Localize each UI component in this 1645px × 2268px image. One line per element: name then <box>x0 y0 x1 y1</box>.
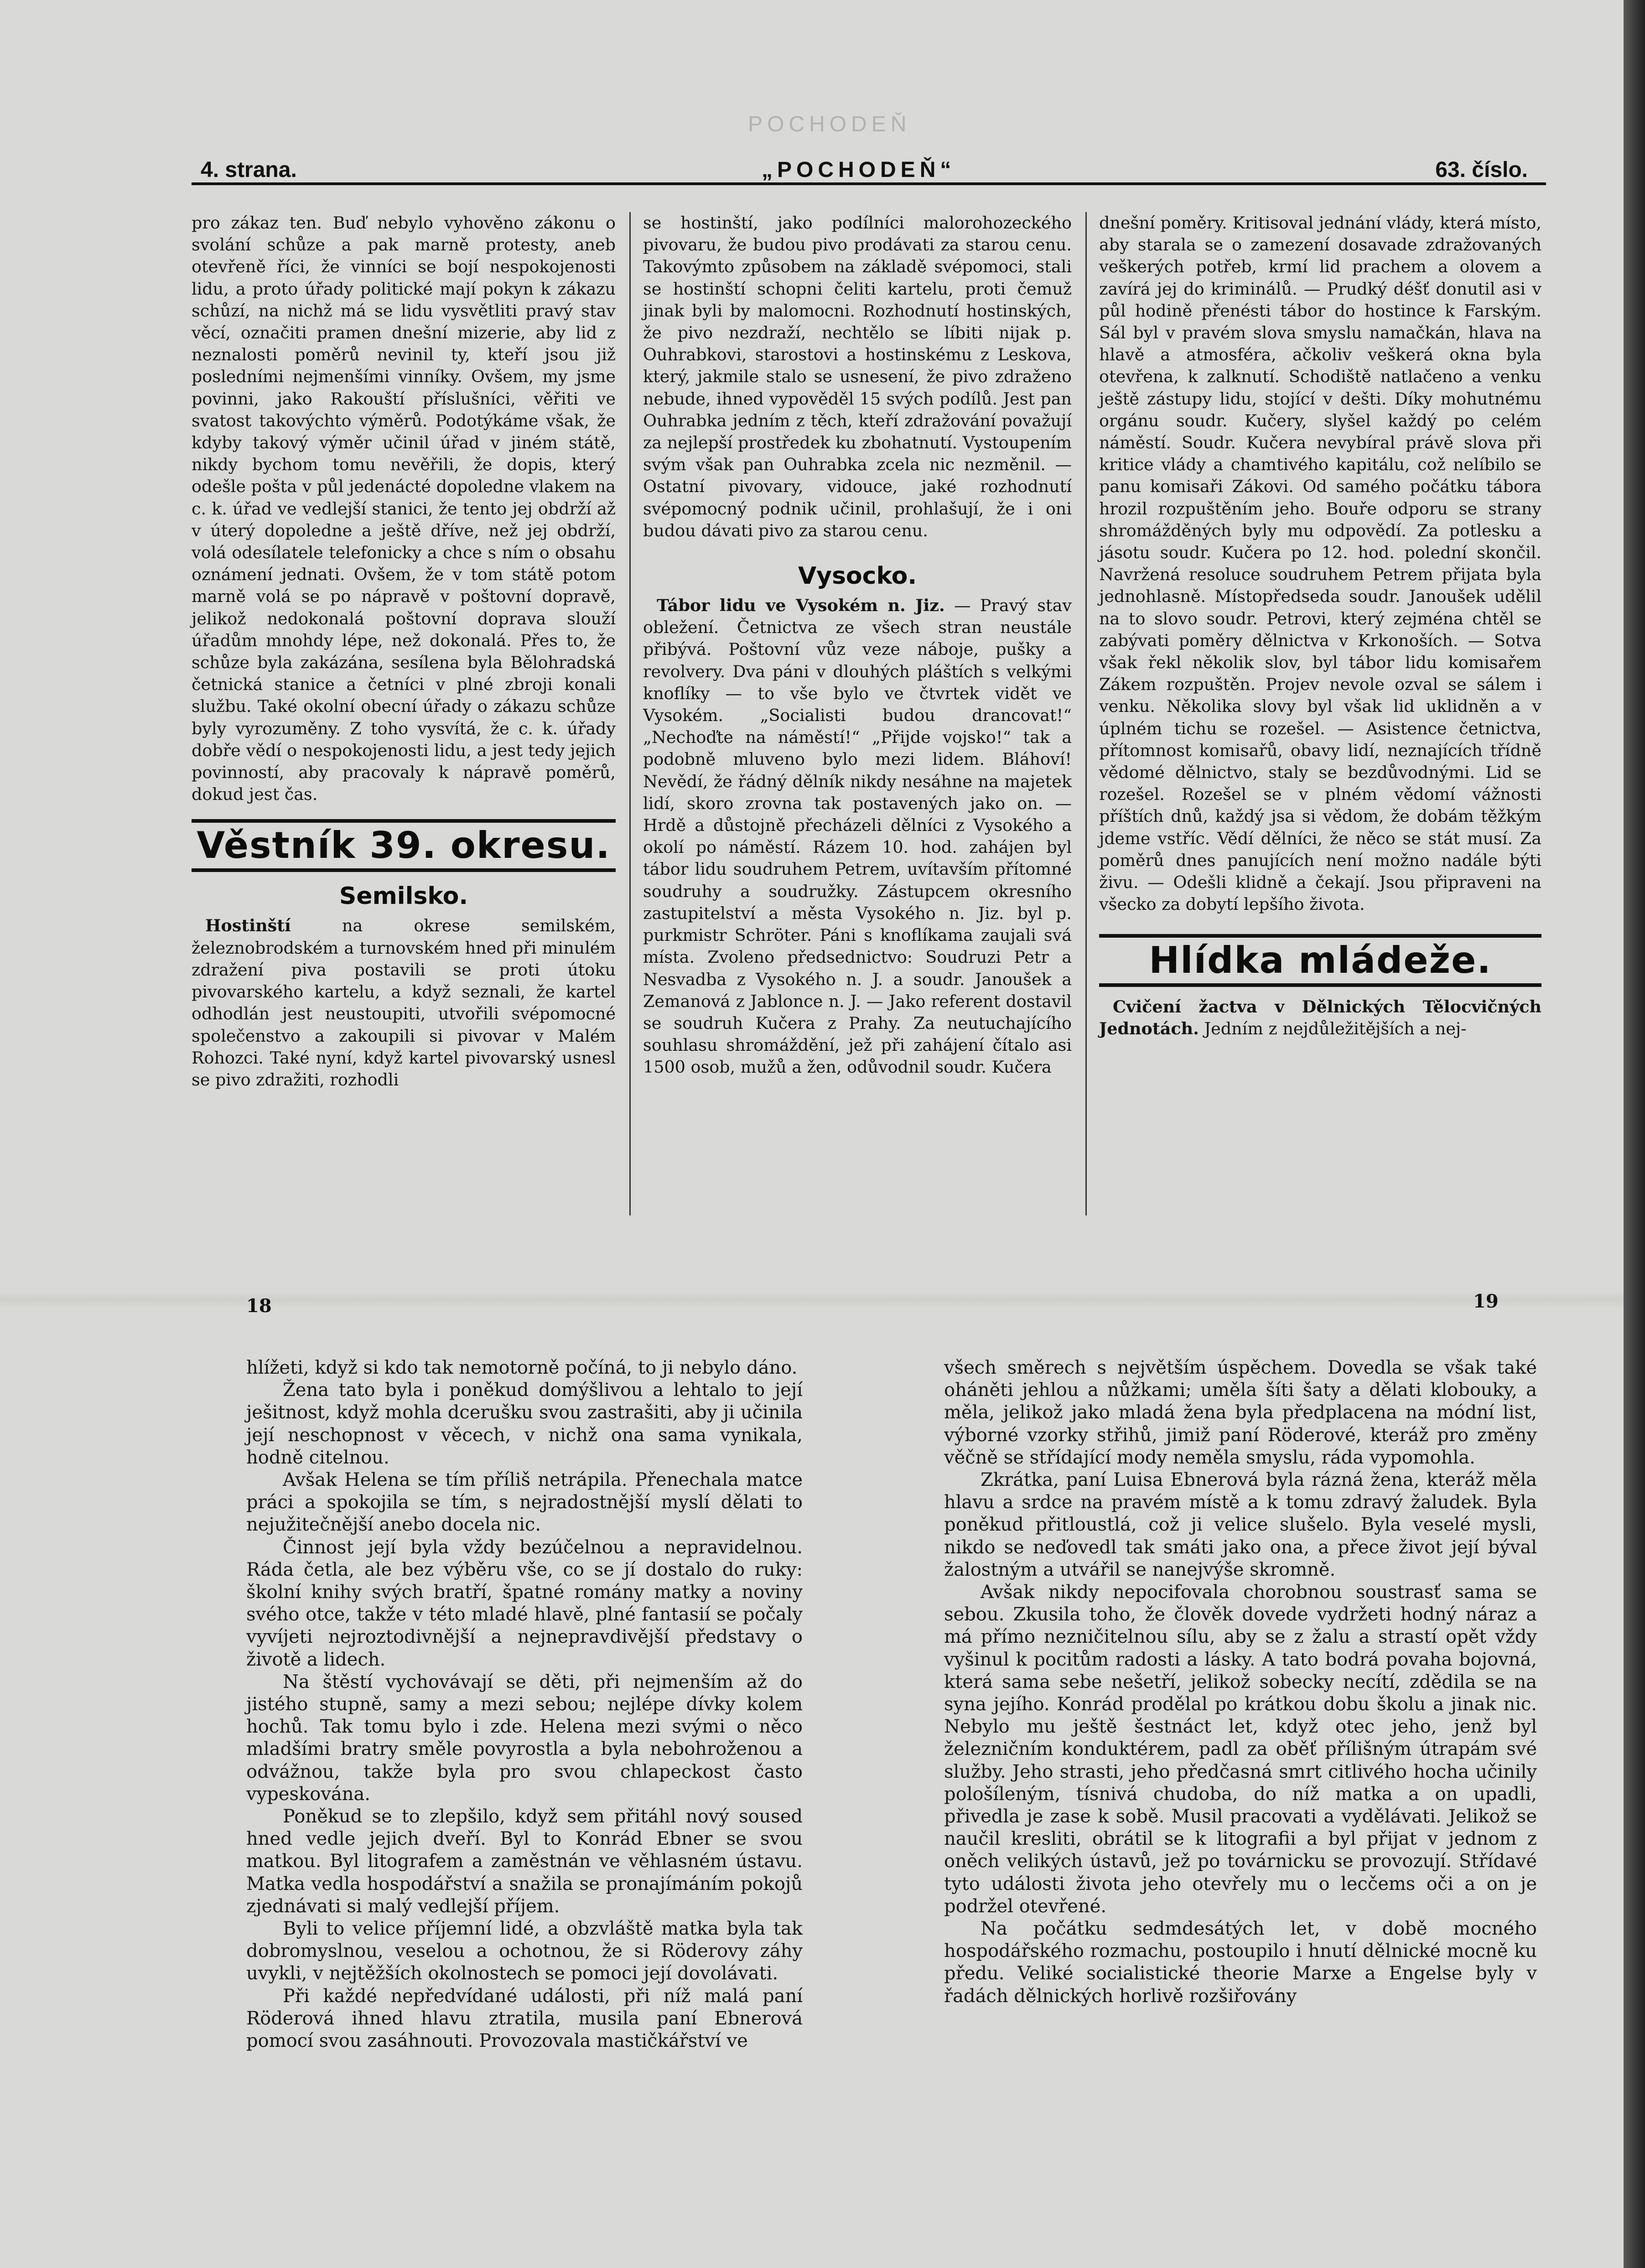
scan-edge <box>1624 0 1645 2268</box>
section-banner: Hlídka mládeže. <box>1149 939 1492 981</box>
column-divider <box>629 212 631 1215</box>
column-3 <box>1099 212 1541 1040</box>
header-page-label: 4. strana. <box>201 158 297 182</box>
banner-rule <box>1099 934 1541 938</box>
article-paragraph <box>643 595 1072 1078</box>
header-rule <box>192 182 1546 185</box>
column-2 <box>643 212 1072 1079</box>
story-paragraph: Na štěstí vychovávají se děti, při nejmenším až do jistého stupně, samy a mezi sebou; nejlépe dívky kolem hochů. Tak tomu bylo i zde. Helena mezi svými o něco mladšími bratry směle povyrostla a byla nebohroženou a odvážnou, takže byla pro svou chlapeckost často vypeskována. <box>246 1671 803 1805</box>
story-paragraph: všech směrech s největším úspěchem. Dovedla se však také oháněti jehlou a nůžkami; uměla šíti šaty a dělati klobouky, a měla, jelikož jako mladá žena byla předplacena na módní list, výborné vzorky střihů, jimiž paní Röderové, kteráž pro změny věčně se střídající mody neměla smyslu, ráda vypomohla. <box>944 1357 1537 1468</box>
article-text: dnešní poměry. Kritisoval jednání vlády, která místo, aby starala se o zamezení dosavade zdražovaných veškerých potřeb, krmí lid prachem a olovem a zavírá jej do kriminálů. — Prudký déšť donutil asi v půl hodině přenésti tábor do hostince k Farským. Sál byl v pravém slova smyslu namačkán, hlava na hlavě a atmosféra, ačkoliv veškerá okna byla otevřena, k zalknutí. Schodiště natlačeno a venku ještě zástupy lidu, stojící v dešti. Díky mohutnému orgánu soudr. Kučery, slyšel každý po celém náměstí. Soudr. Kučera nevybíral právě slova při kritice vlády a chamtivého kapitálu, což nelíbilo se panu komisaři Zákovi. Od samého počátku tábora hrozil rozpuštěním jeho. Bouře odporu se strany shromážděných byly mu odpovědí. Za potlesku a jásotu soudr. Kučera po 12. hod. polední skončil. Navržená resoluce soudruhem Petrem přijata byla jednohlasně. Místopředseda soudr. Janoušek udělil na to slovo soudr. Petrovi, který zejména chtěl se zabývati poměry dělnictva v Krkonoších. — Sotva však řekl několik slov, byl tábor lidu komisařem Zákem rozpuštěn. Projev nevole ozval se sálem i venku. Několika slovy byl však lid uklidněn a v úplném tichu se rozešel. — Asistence četnictva, přítomnost komisařů, obavy lidí, neznajících třídně vědomé dělnictvo, staly se bezdůvodnými. Lid se rozešel. Rozešel se v plném vědomí vážnosti příštích dnů, každý jsa si vědom, že dobám těžkým jdeme vstříc. Vědí dělníci, že něco se stát musí. Za poměrů dnes panujících není možno nadále býti živu. — Odešli klidně a čekají. Jsou připraveni na všecko za dobytí lepšího života. <box>1099 213 1541 914</box>
section-banner: Věstník 39. okresu. <box>197 824 611 867</box>
youth-section <box>1099 934 1541 987</box>
story-paragraph: Na počátku sedmdesátých let, v době mocného hospodářského rozmachu, postoupilo i hnutí dělnické mocně ku předu. Veliké socialistické theorie Marxe a Engelse byly v řadách dělnických horlivě rozšiřovány <box>944 1918 1537 2007</box>
story-paragraph: hlížeti, když si kdo tak nemotorně počíná, to ji nebylo dáno. <box>246 1357 798 1378</box>
story-paragraph: Byli to velice příjemní lidé, a obzvláště matka byla tak dobromyslnou, veselou a ochotnou, že si Röderovy záhy uvykli, v nejtěžších okolnostech se pomoci její dovolávati. <box>246 1918 803 1984</box>
banner-rule <box>1099 983 1541 987</box>
column-divider <box>1085 212 1087 1215</box>
paragraph-lead: Tábor lidu ve Vysokém n. Jiz. <box>657 596 945 616</box>
subheading: Vysocko. <box>798 562 917 590</box>
paragraph-lead: Cvičení žactva v Dělnických Tělocvičných Jednotách. <box>1099 996 1541 1038</box>
story-paragraph: Při každé nepředvídané události, při níž malá paní Röderová ihned hlavu ztratila, musila paní Ebnerová pomocí svou zasáhnouti. Provozovala mastičkářství ve <box>246 1985 803 2052</box>
subheading: Semilsko. <box>339 882 468 910</box>
district-section <box>192 819 616 872</box>
story-right-page <box>944 1357 1537 2008</box>
article-paragraph <box>1099 996 1541 1040</box>
story-paragraph: Zkrátka, paní Luisa Ebnerová byla rázná žena, kteráž měla hlavu a srdce na pravém místě a k tomu zdravý žaludek. Byla poněkud přitloustlá, což ji velice slušelo. Byla veselé mysli, nikdo se neďovedl tak smáti jako ona, a přece život její býval žalostným a utvářil se nanejvýše skromně. <box>944 1469 1537 1580</box>
story-paragraph: Avšak Helena se tím příliš netrápila. Přenechala matce práci a spokojila se tím, s nejradostnější myslí dělati to nejužitečnější anebo docela nic. <box>246 1469 803 1536</box>
page-number-left: 18 <box>246 1295 272 1317</box>
page-header <box>192 153 1546 185</box>
story-paragraph: Avšak nikdy nepocifovala chorobnou soustrasť sama se sebou. Zkusila toho, že člověk dovede vydržeti hodný náraz a má přímo nezničitelnou sílu, aby se z žalu a strastí opět vždy vyšinul k pocitům radosti a lásky. A tato bodrá povaha bojovná, která sama sebe nešetří, jelikož sobecky necítí, zdědila se na syna jejího. Konrád prodělal po krátkou dobu školu a jinak nic. Nebylo mu ještě šestnáct let, když otec jeho, jenž byl železničním konduktérem, padl za oběť přílišným útrapám své služby. Jeho strasti, jeho předčasná smrt citlivého hocha učinily pološíleným, tísnivá chudoba, do níž matka a on upadli, přivedla je zase k sobě. Musil pracovati a vydělávati. Jelikož se naučil kresliti, obrátil se k litografii a byl přijat v jednom z oněch velikých ústavů, jež po továrnicku se provozují. Střídavé tyto události života jeho otevřely mu o lecčems oči a on je podržel otevřené. <box>944 1582 1537 1917</box>
paragraph-text: na okrese semilském, železnobrodském a turnovském hned při minulém zdražení piva postavili se proti útoku pivovarského kartelu, a když seznali, že kartel odhodlán jest neustoupiti, utvořili svépomocné společenstvo a zakoupili si pivovar v Malém Rohozci. Také nyní, když kartel pivovarský usnesl se pivo zdražiti, rozhodli <box>192 916 616 1090</box>
story-left-page <box>246 1357 803 2052</box>
story-paragraph: Žena tato byla i poněkud domýšlivou a lehtalo to její ješitnost, když mohla dcerušku svou zastrašiti, aby ji učinila její neschopnost v věcech, v nichž ona sama vynikala, hodně citelnou. <box>246 1380 803 1468</box>
header-title: „POCHODEŇ“ <box>762 158 956 182</box>
paragraph-text: — Pravý stav obležení. Četnictva ze všech stran neustále přibývá. Poštovní vůz veze náboje, pušky a revolvery. Dva páni v dlouhých pláštích s velkými knoflíky — to vše bylo ve čtvrtek vidět ve Vysokém. „Socialisti budou drancovat!“ „Nechoďte na náměstí!“ „Přijde vojsko!“ tak a podobně mluveno bylo mezi lidem. Bláhoví! Nevědí, že řádný dělník nikdy nesáhne na majetek lidí, skoro zrovna tak postavených jako on. — Hrdě a důstojně přecházeli dělníci z Vysokého a okolí po náměstí. Rázem 10. hod. zahájen byl tábor lidu soudruhem Petrem, uvítavším přítomné soudruhy a soudružky. Zástupcem okresního zastupitelství a města Vysokého n. Jiz. byl p. purkmistr Schröter. Páni s knoflíkama zaujali svá místa. Zvoleno předsednictvo: Soudruzi Petr a Nesvadba z Vysokého n. J. a soudr. Janoušek a Zemanová z Jablonce n. J. — Jako referent dostavil se soudruh Kučera z Prahy. Za neutuchajícího souhlasu shromáždění, jež při zahájení čítalo asi 1500 osob, mužů a žen, odůvodnil soudr. Kučera <box>643 596 1072 1077</box>
banner-rule <box>192 868 616 872</box>
article-text: pro zákaz ten. Buď nebylo vyhověno zákonu o svolání schůze a pak marně protesty, aneb otevřeně říci, že vinníci se bojí nespokojenosti lidu, a proto úřady politické mají pokyn k zákazu schůzí, na nichž má se lidu vysvětliti pravý stav věcí, označiti pramen dnešní mizerie, aby lid z neznalosti poměrů nevinil ty, kteří jsou již posledními nejmenšími vinníky. Ovšem, my jsme povinni, jako Rakouští příslušníci, věřiti ve svatost takovýchto výměrů. Podotýkáme však, že kdyby takový výměr učinil úřad v jiném státě, nikdy bychom tomu nevěřili, že dopis, který odešle pošta v půl jedenácté dopoledne vlakem na c. k. úřad ve vedlejší stanici, že tento jej obdrží až v úterý dopoledne a ještě dříve, než jej obdrží, volá odesílatele telefonicky a chce s ním o obsahu oznámení jednati. Ovšem, že v tom státě potom marně volá se po nápravě v poštovní dopravě, jelikož nedokonalá poštovní doprava slouží úřadům mnohdy lépe, než dokonalá. Přes to, že schůze byla zakázána, sesílena byla Bělohradská četnická stanice a četníci v plné zbroji konali službu. Také okolní obecní úřady o zákazu schůze byly vyrozuměny. Z toho vysvítá, že c. k. úřady dobře vědí o nespokojenosti lidu, a jest tedy jejich povinností, aby pracovaly k nápravě poměrů, dokud jest čas. <box>192 213 616 804</box>
paragraph-text: Jedním z nejdůležitějších a nej- <box>1199 1018 1467 1038</box>
story-paragraph: Činnost její byla vždy bezúčelnou a nepravidelnou. Ráda četla, ale bez výběru vše, co se jí dostalo do ruky: školní knihy svých bratří, špatné romány matky a noviny svého otce, takže v této mladé hlavě, plné fantasií se počaly vyvíjeti nejroztodivnější a nejnepravdivější představy o životě a lidech. <box>246 1536 803 1670</box>
header-issue-label: 63. číslo. <box>1435 158 1528 182</box>
article-paragraph <box>192 915 616 1091</box>
banner-rule <box>192 819 616 823</box>
story-paragraph: Poněkud se to zlepšilo, když sem přitáhl nový soused hned vedle jejich dveří. Byl to Konrád Ebner se svou matkou. Byl litografem a zaměstnán ve věhlasném ústavu. Matka vedla hospodářství a snažila se pronajímáním pokojů zjednávati si malý vedlejší příjem. <box>246 1806 803 1917</box>
column-1 <box>192 212 616 1091</box>
bleed-through-header: POCHODEŇ <box>748 112 911 136</box>
article-text: se hostinští, jako podílníci malorohozeckého pivovaru, že budou pivo prodávati za starou cenu. Takovýmto způsobem na základě svépomoci, stali se hostinští schopni čeliti kartelu, proti čemuž jinak byli by malomocni. Rozhodnutí hostinských, že pivo nezdraží, nechtělo se líbiti nijak p. Ouhrabkovi, starostovi a hostinskému z Leskova, který, jakmile stalo se usnesení, že pivo zdraženo nebude, ihned vypověděl 15 svých podílů. Jest pan Ouhrabka jedním z těch, kteří zdražování považují za nejlepší prostředek ku zbohatnutí. Vystoupením svým však pan Ouhrabka zcela nic nezměnil. — Ostatní pivovary, vidouce, jaké rozhodnutí svépomocný podnik učinil, prohlašují, že i oni budou dávati pivo za starou cenu. <box>643 213 1072 540</box>
fold-shadow <box>0 1291 1624 1309</box>
page-number-right: 19 <box>1473 1291 1499 1312</box>
paragraph-lead: Hostinští <box>205 916 291 936</box>
